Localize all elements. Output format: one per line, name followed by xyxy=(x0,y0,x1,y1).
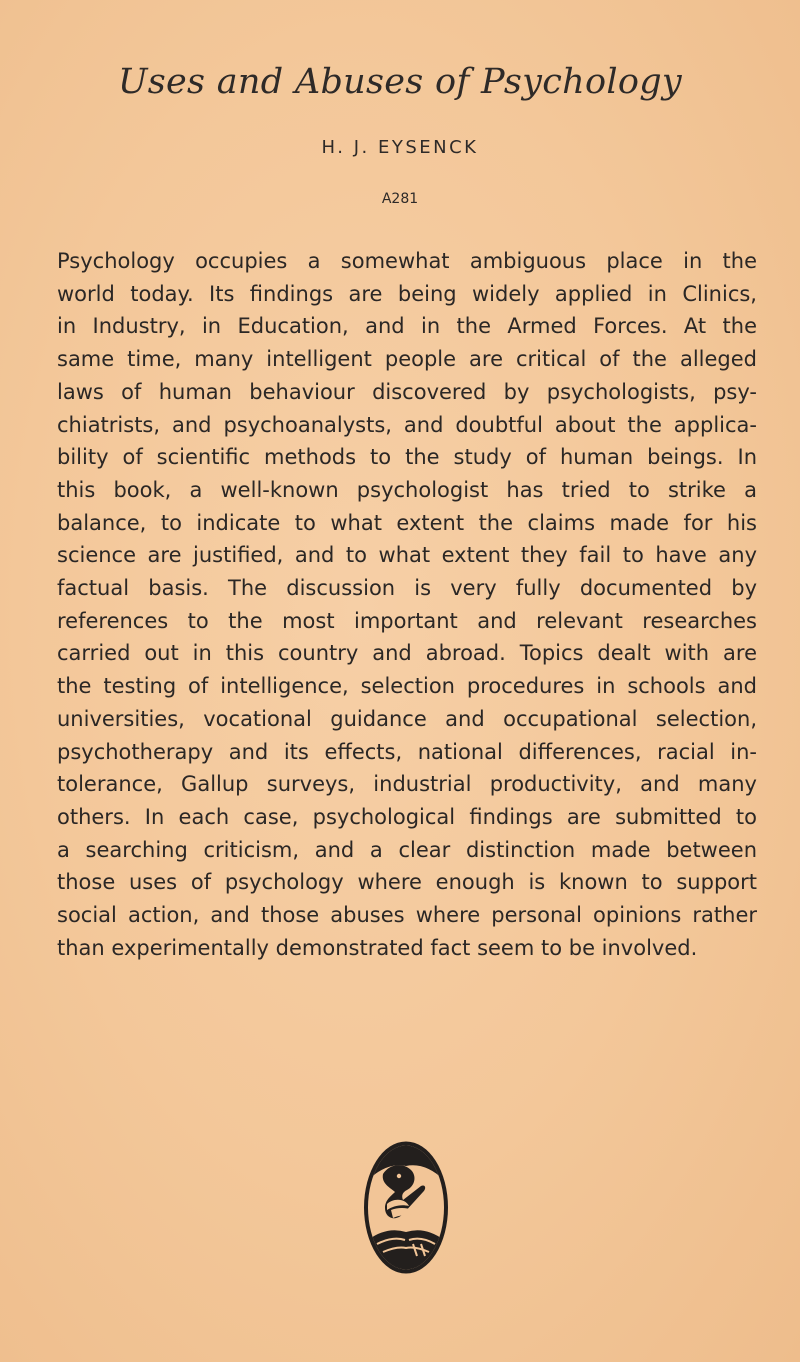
book-title: Uses and Abuses of Psychology xyxy=(117,62,683,102)
blurb-line: others. In each case, psychological findings are submitted to xyxy=(57,804,757,829)
blurb-line: those uses of psychology where enough is known to support xyxy=(57,870,757,895)
book-blurb xyxy=(57,245,757,964)
blurb-line: social action, and those abuses where personal opinions rather xyxy=(57,903,757,928)
blurb-line: balance, to indicate to what extent the claims made for his xyxy=(57,510,757,535)
blurb-line: tolerance, Gallup surveys, industrial productivity, and many xyxy=(57,772,757,797)
blurb-line: carried out in this country and abroad. Topics dealt with are xyxy=(57,641,757,666)
series-code: A281 xyxy=(381,191,419,207)
blurb-line: in Industry, in Education, and in the Armed Forces. At the xyxy=(57,314,757,339)
blurb-line: bility of scientific methods to the study of human beings. In xyxy=(57,445,757,470)
blurb-line: this book, a well-known psychologist has tried to strike a xyxy=(57,477,757,502)
blurb-line: world today. Its findings are being widely applied in Clinics, xyxy=(57,281,757,306)
blurb-line: the testing of intelligence, selection procedures in schools and xyxy=(57,674,757,699)
pelican-logo-icon xyxy=(363,1140,449,1275)
blurb-line: Psychology occupies a somewhat ambiguous place in the xyxy=(57,249,757,273)
blurb-line: than experimentally demonstrated fact seem to be involved. xyxy=(57,935,698,960)
blurb-line: factual basis. The discussion is very fully documented by xyxy=(57,576,757,601)
blurb-line: chiatrists, and psychoanalysts, and doubtful about the applica- xyxy=(57,412,757,437)
book-author: H. J. EYSENCK xyxy=(321,137,479,158)
blurb-line: same time, many intelligent people are critical of the alleged xyxy=(57,347,757,372)
blurb-line: universities, vocational guidance and occupational selection, xyxy=(57,706,757,731)
blurb-line: a searching criticism, and a clear distinction made between xyxy=(57,837,757,862)
blurb-line: science are justified, and to what extent they fail to have any xyxy=(57,543,757,568)
blurb-line: psychotherapy and its effects, national differences, racial in- xyxy=(57,739,757,764)
blurb-line: laws of human behaviour discovered by psychologists, psy- xyxy=(57,379,757,404)
blurb-line: references to the most important and relevant researches xyxy=(57,608,757,633)
